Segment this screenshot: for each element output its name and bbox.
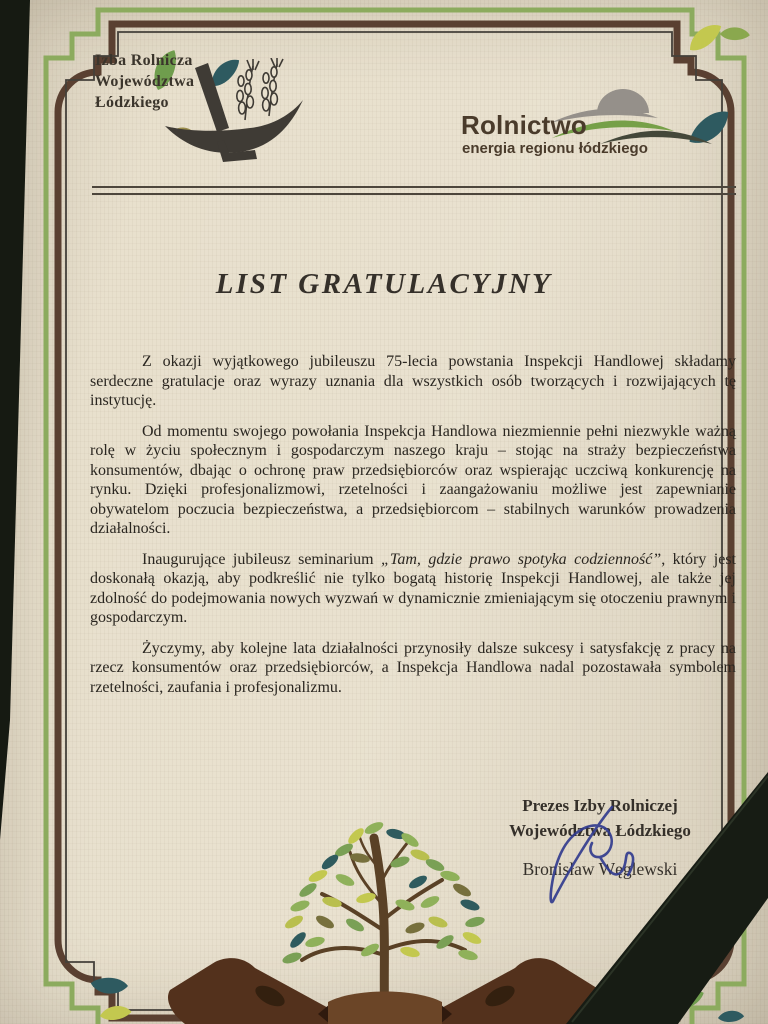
paragraph-text: , który jest doskonałą okazją, aby podkreślić nie tylko bogatą historię Inspekcji Handlowej, ale także jej zdolność do podejmowania nowych wyzwań w dynamicznie zmieniającym się otoczeniu prawnym i gospodarczym.: [90, 550, 736, 626]
org-name-line: Łódzkiego: [95, 94, 169, 111]
paragraph: Z okazji wyjątkowego jubileuszu 75-lecia powstania Inspekcji Handlowej składamy serdeczne gratulacje oraz wyrazy uznania dla wszystkich osób tworzących i rozwijających tę instytucję.: [90, 353, 736, 409]
signature-role: Prezes Izby Rolniczej: [522, 796, 678, 815]
seminar-title-quote: „Tam, gdzie prawo spotyka codzienność”: [381, 550, 662, 568]
org-name-line: Izba Rolnicza: [95, 52, 193, 69]
brand-title: Rolnictwo: [461, 110, 588, 140]
org-name-line: Województwa: [95, 73, 195, 90]
brand-subtitle: energia regionu łódzkiego: [462, 140, 648, 157]
paragraph: Od momentu swojego powołania Inspekcja Handlowa niezmiennie pełni niezwykle ważną rolę w życiu społecznym i gospodarczym naszego kraju – stojąc na straży bezpieczeństwa konsumentów, dbając o ochronę praw przedsiębiorców oraz wspierając uczciwą konkurencję na rynku. Dzięki profesjonalizmowi, rzetelności i zaangażowaniu możliwe jest zapewnianie obywatelom poczucia bezpieczeństwa, a przedsiębiorcom – stabilnych warunków prowadzenia działalności.: [90, 422, 736, 537]
signatory-name: Bronisław Węglewski: [522, 859, 678, 879]
paragraph-text: Inaugurujące jubileusz seminarium: [142, 550, 382, 568]
paragraph: Życzymy, aby kolejne lata działalności przynosiły dalsze sukcesy i satysfakcję z pracy na rzecz konsumentów oraz przedsiębiorców, a Inspekcja Handlowa nadal pozostawała symbolem rzetelności, zaufania i profesjonalizmu.: [90, 639, 736, 696]
letter-title: LIST GRATULACYJNY: [215, 268, 553, 300]
signature-role: Województwa Łódzkiego: [509, 821, 691, 840]
